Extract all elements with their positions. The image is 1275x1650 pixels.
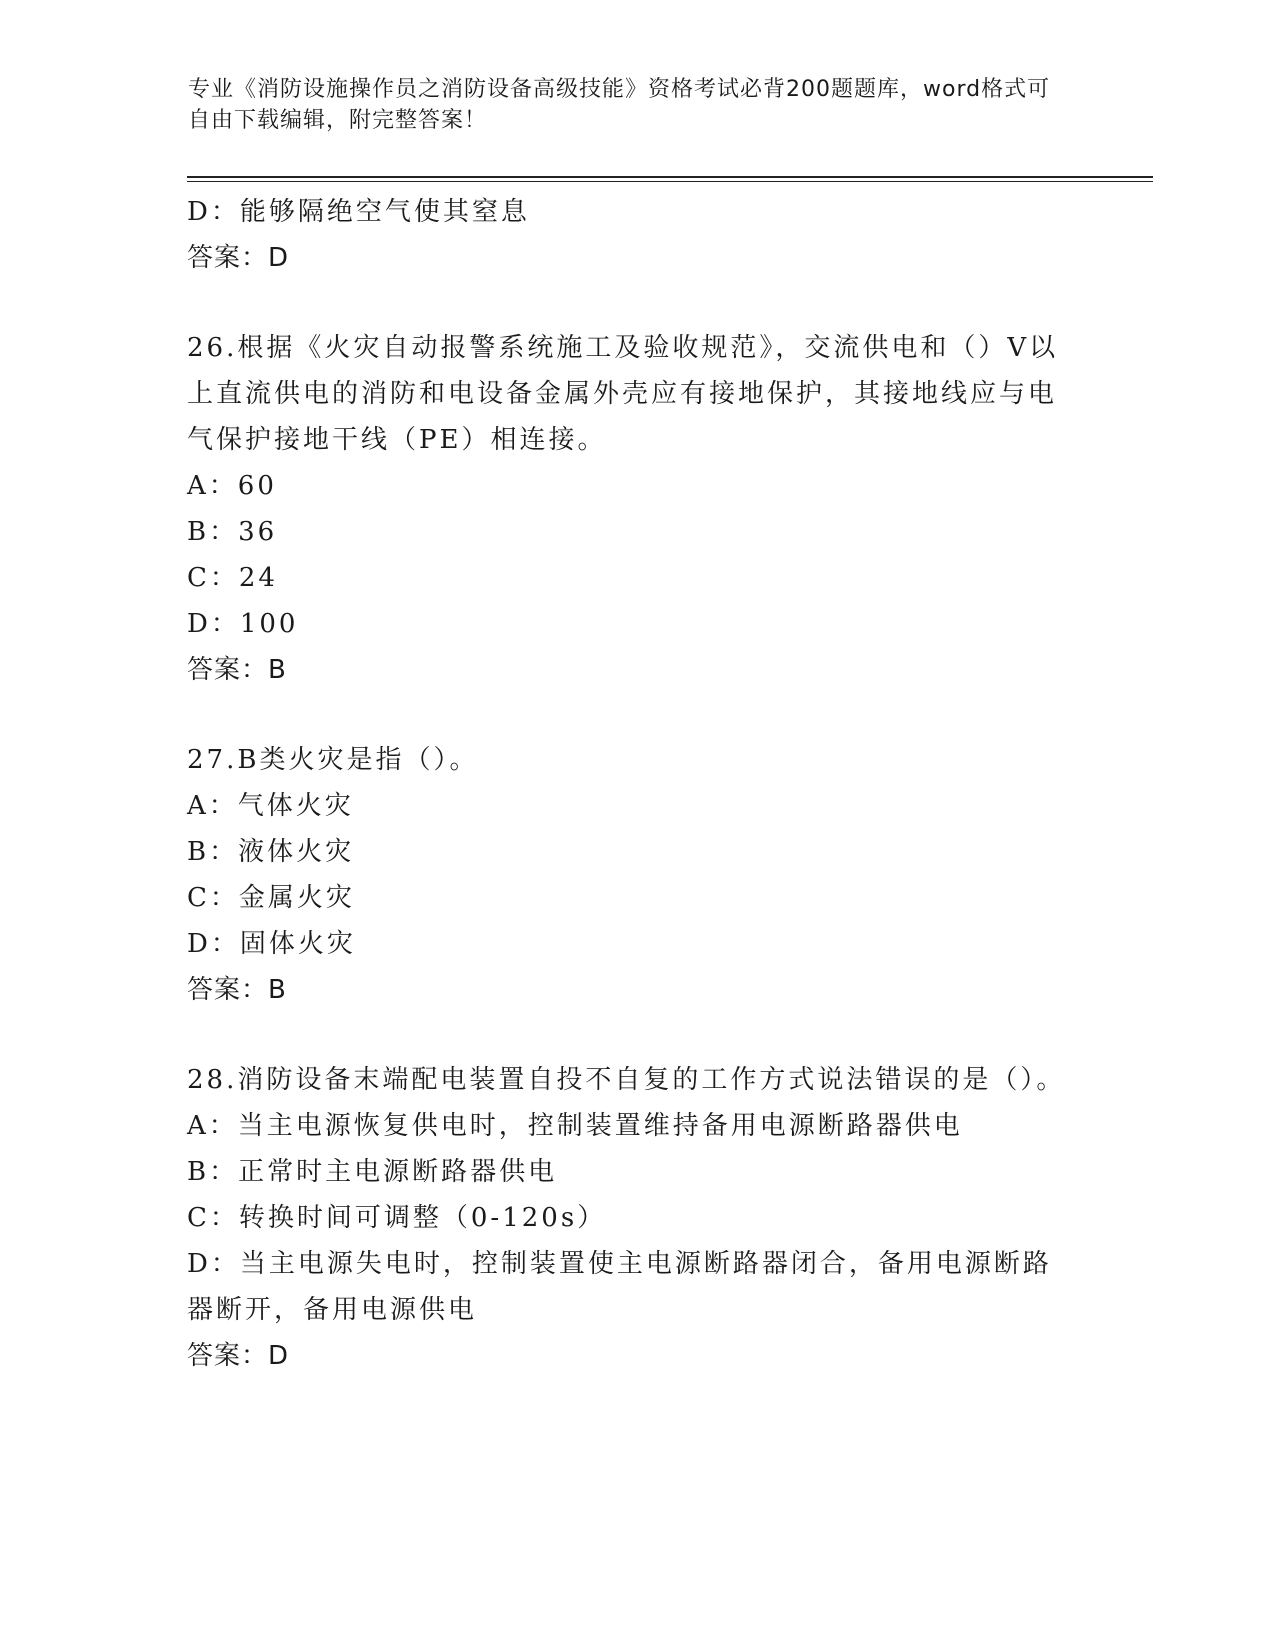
document-header [188, 74, 1068, 136]
option-d: D：当主电源失电时，控制装置使主电源断路器闭合，备用电源断路器断开，备用电源供电 [187, 1249, 1052, 1325]
prev-option-d: D：能够隔绝空气使其窒息 [187, 197, 530, 227]
question-26 [187, 325, 1077, 693]
option-d: D：100 [187, 609, 299, 639]
question-stem: 27.B类火灾是指（）。 [187, 745, 479, 775]
prev-answer: 答案：D [187, 243, 290, 273]
header-rule-thick [187, 176, 1153, 178]
option-d: D：固体火灾 [187, 929, 356, 959]
option-b: B：36 [187, 517, 278, 547]
header-rule-thin [187, 181, 1153, 182]
answer: 答案：B [187, 655, 287, 685]
question-list [187, 189, 1077, 1379]
option-a: A：气体火灾 [187, 791, 354, 821]
header-title: 专业《消防设施操作员之消防设备高级技能》资格考试必背200题题库，word格式可自由下载编辑，附完整答案！ [188, 77, 1051, 133]
option-c: C：转换时间可调整（0-120s） [187, 1203, 607, 1233]
option-b: B：正常时主电源断路器供电 [187, 1157, 558, 1187]
answer: 答案：D [187, 1341, 290, 1371]
question-stem: 26.根据《火灾自动报警系统施工及验收规范》，交流供电和（）V以上直流供电的消防和电设备金属外壳应有接地保护，其接地线应与电气保护接地干线（PE）相连接。 [187, 333, 1059, 455]
question-stem: 28.消防设备末端配电装置自投不自复的工作方式说法错误的是（）。 [187, 1065, 1066, 1095]
option-a: A：60 [187, 471, 277, 501]
option-c: C：24 [187, 563, 278, 593]
option-c: C：金属火灾 [187, 883, 355, 913]
answer: 答案：B [187, 975, 287, 1005]
option-a: A：当主电源恢复供电时，控制装置维持备用电源断路器供电 [187, 1111, 963, 1141]
question-28 [187, 1057, 1077, 1379]
question-27 [187, 737, 1077, 1013]
option-b: B：液体火灾 [187, 837, 355, 867]
